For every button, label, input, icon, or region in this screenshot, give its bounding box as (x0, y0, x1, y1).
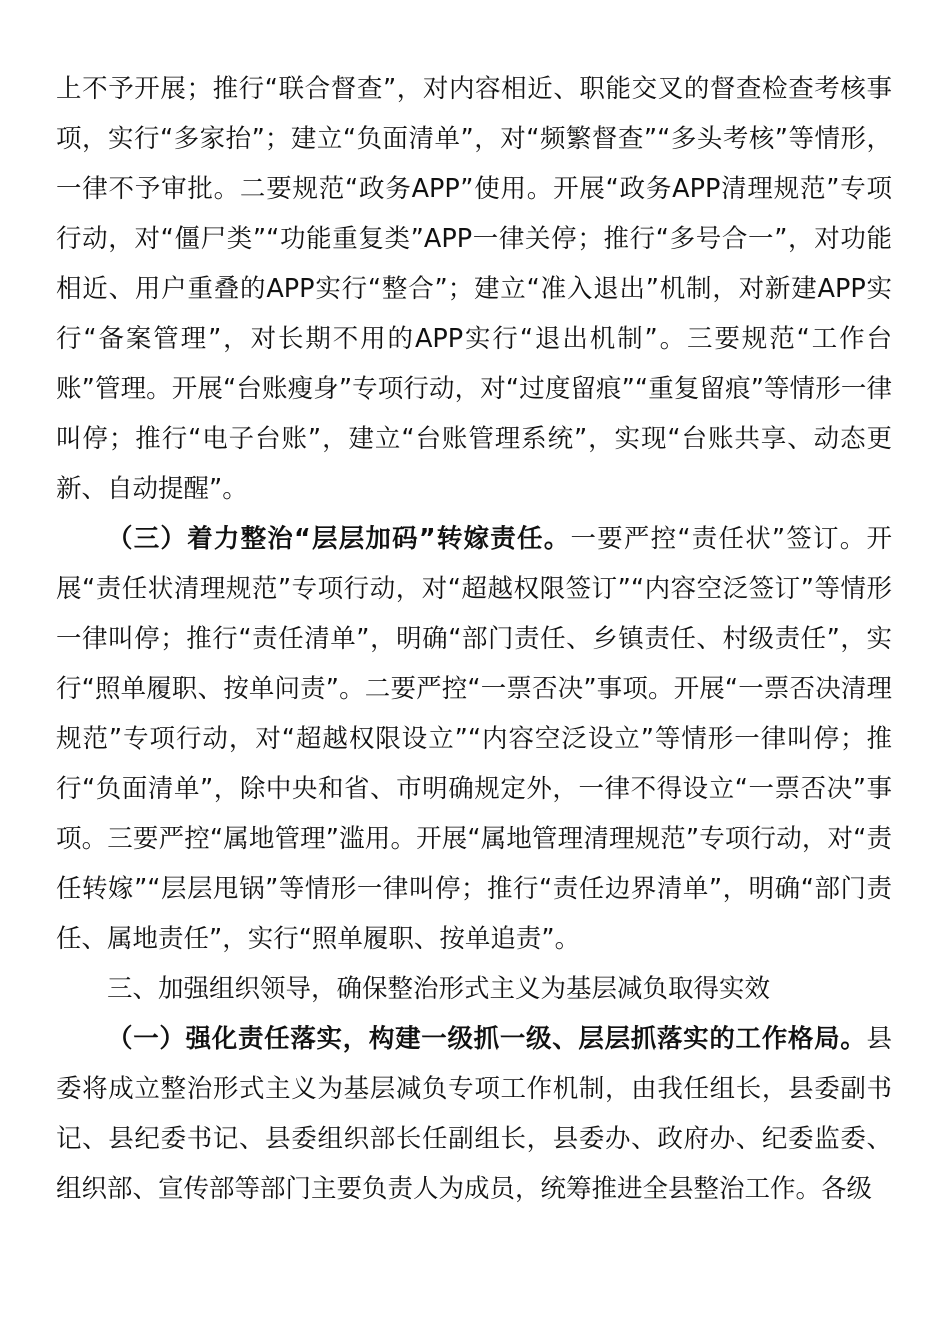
paragraph-continuation (56, 64, 892, 514)
paragraph-text: 一要严控“责任状”签订。开展“责任状清理规范”专项行动，对“超越权限签订”“内容空泛签订”等情形一律叫停；推行“责任清单”，明确“部门责任、乡镇责任、村级责任”，实行“照单履职、按单问责”。二要严控“一票否决”事项。开展“一票否决清理规范”专项行动，对“超越权限设立”“内容空泛设立”等情形一律叫停；推行“负面清单”，除中央和省、市明确规定外，一律不得设立“一票否决”事项。三要严控“属地管理”滥用。开展“属地管理清理规范”专项行动，对“责任转嫁”“层层甩锅”等情形一律叫停；推行“责任边界清单”，明确“部门责任、属地责任”，实行“照单履职、按单追责”。 (56, 524, 892, 954)
paragraph-text: 县委将成立整治形式主义为基层减负专项工作机制，由我任组长，县委副书记、县纪委书记、县委组织部长任副组长，县委办、政府办、纪委监委、组织部、宣传部等部门主要负责人为成员，统筹推进全县整治工作。各级 (56, 1024, 892, 1204)
section-heading: （三）着力整治“层层加码”转嫁责任。 (107, 524, 571, 554)
paragraph-section-3 (56, 514, 892, 964)
chapter-heading-text: 三、加强组织领导，确保整治形式主义为基层减负取得实效 (107, 974, 771, 1004)
section-heading: （一）强化责任落实，构建一级抓一级、层层抓落实的工作格局。 (107, 1024, 867, 1054)
document-page (56, 64, 892, 1214)
paragraph-text: 上不予开展；推行“联合督查”，对内容相近、职能交叉的督查检查考核事项，实行“多家抬”；建立“负面清单”，对“频繁督查”“多头考核”等情形，一律不予审批。二要规范“政务APP”使用。开展“政务APP清理规范”专项行动，对“僵尸类”“功能重复类”APP一律关停；推行“多号合一”，对功能相近、用户重叠的APP实行“整合”；建立“准入退出”机制，对新建APP实行“备案管理”，对长期不用的APP实行“退出机制”。三要规范“工作台账”管理。开展“台账瘦身”专项行动，对“过度留痕”“重复留痕”等情形一律叫停；推行“电子台账”，建立“台账管理系统”，实现“台账共享、动态更新、自动提醒”。 (56, 74, 892, 504)
chapter-heading (56, 964, 892, 1014)
paragraph-section-1 (56, 1014, 892, 1214)
